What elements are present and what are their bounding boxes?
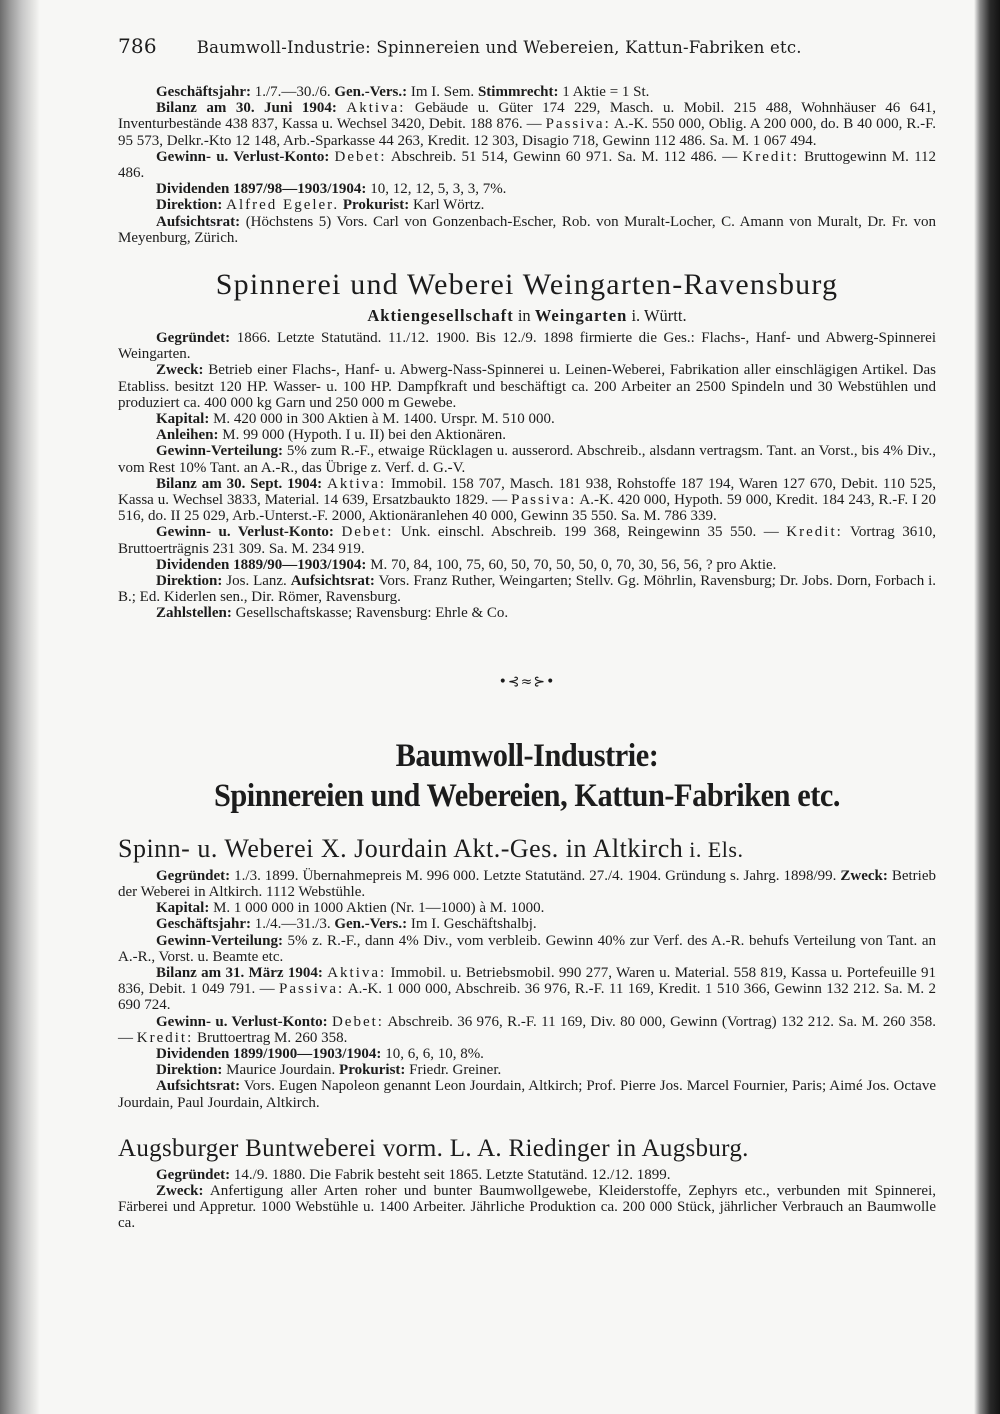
field-label: Gen.-Vers.: [334,916,408,933]
entry-paragraph: Dividenden 1897/98—1903/1904: 10, 12, 12, 5, 3, 3, 7%. [156,181,507,198]
entry-paragraph: Gegründet: 1866. Letzte Statutänd. 11./12. 1900. Bis 12./9. 1898 firmierte die Ges.: Flachs-, Hanf- und Abwerg-Spinnerei Weingarten. [118,330,936,363]
subfield-label: Passiva: [511,492,577,509]
section-heading-line-2: Spinnereien und Webereien, Kattun-Fabriken etc. [213,777,841,814]
field-label: Direktion: [156,197,223,214]
field-label: Zweck: [840,867,888,884]
entry-paragraph: Gewinn- u. Verlust-Konto: Debet: Unk. einschl. Abschreib. 199 368, Reingewinn 35 550. — Kredit: Vortrag 3610, Bruttoerträgnis 231 309. Sa. M. 234 919. [118,524,936,557]
section-heading [151,736,904,816]
subfield-label: Debet: [334,148,387,165]
company-entry-augsburg [118,1167,936,1232]
field-label: Gewinn- u. Verlust-Konto: [156,148,330,165]
subfield-label: Debet: [341,524,394,541]
company-entry-prev [118,84,936,246]
field-label: Prokurist: [339,1062,406,1079]
entry-paragraph: Gegründet: 1./3. 1899. Übernahmepreis M. 996 000. Letzte Statutänd. 27./4. 1904. Gründung s. Jahrg. 1898/99. Zweck: Betrieb der Weberei in Altkirch. 1112 Webstühle. [118,867,937,900]
entry-paragraph: Aufsichtsrat: (Höchstens 5) Vors. Carl von Gonzenbach-Escher, Rob. von Muralt-Locher, C. Amann von Muralt, Dr. Fr. von Meyenburg, Zürich. [118,213,936,246]
subfield-label: Kredit: [742,148,799,165]
field-label: Direktion: [156,1062,223,1079]
entry-paragraph: Direktion: Maurice Jourdain. Prokurist: Friedr. Greiner. [156,1062,502,1079]
running-title: Baumwoll-Industrie: Spinnereien und Webereien, Kattun-Fabriken etc. [196,38,802,57]
field-label: Direktion: [156,573,223,590]
entry-paragraph: Gewinn- u. Verlust-Konto: Debet: Abschreib. 51 514, Gewinn 60 971. Sa. M. 112 486. — Kredit: Bruttogewinn M. 112 486. [118,148,937,182]
field-label: Anleihen: [156,427,219,444]
field-label: Gewinn-Verteilung: [156,443,283,460]
field-label: Bilanz am 30. Sept. 1904: [156,475,323,492]
subfield-label: Aktiva: [327,475,387,492]
subfield-label: Kredit: [136,1029,194,1046]
entry-paragraph: Geschäftsjahr: 1./7.—30./6. Gen.-Vers.: Im I. Sem. Stimmrecht: 1 Aktie = 1 St. [156,84,650,100]
subfield-label: Kredit: [786,524,843,541]
company-legal-form: Aktiengesellschaft [367,306,514,326]
field-label: Zweck: [156,1182,204,1199]
entry-paragraph: Gewinn-Verteilung: 5% z. R.-F., dann 4% Div., vom verbleib. Gewinn 40% zur Verf. des A.-R. behufs Verteilung von Tant. an A.-R., Vorst. u. Beamte etc. [118,932,936,965]
company-title: Spinnerei und Weberei Weingarten-Ravensburg [215,268,839,302]
entry-paragraph: Direktion: Alfred Egeler. Prokurist: Karl Wörtz. [156,197,485,214]
field-label: Aufsichtsrat: [156,213,241,230]
entry-paragraph: Gewinn- u. Verlust-Konto: Debet: Abschreib. 36 976, R.-F. 11 169, Div. 80 000, Gewinn (Vortrag) 132 212. Sa. M. 260 358. — Kredit: Bruttoertrag M. 260 358. [118,1013,936,1046]
subfield-label: Passiva: [279,981,345,998]
field-label: Stimmrecht: [477,84,559,100]
field-label: Gegründet: [156,1166,231,1183]
subfield-label: Debet: [331,1013,384,1030]
field-label: Bilanz am 30. Juni 1904: [156,100,337,117]
field-label: Kapital: [156,411,210,428]
field-label: Aufsichtsrat: [290,573,375,590]
subfield-label: Aktiva: [346,100,406,117]
company-name: Spinn- u. Weberei X. Jourdain Akt.-Ges. in Altkirch [118,833,684,863]
section-ornament: •⊰≈⊱• [498,673,556,690]
entry-paragraph: Gegründet: 14./9. 1880. Die Fabrik besteht seit 1865. Letzte Statutänd. 12./12. 1899. [156,1166,671,1183]
company-title: Augsburger Buntweberei vorm. L. A. Riedinger in Augsburg. [118,1134,749,1162]
entry-paragraph: Dividenden 1899/1900—1903/1904: 10, 6, 6, 10, 8%. [156,1045,484,1062]
field-label: Dividenden 1897/98—1903/1904: [156,181,367,198]
field-label: Dividenden 1889/90—1903/1904: [156,556,367,573]
entry-paragraph: Zweck: Betrieb einer Flachs-, Hanf- u. Abwerg-Nass-Spinnerei u. Leinen-Weberei, Fabrikation aller einschlägigen Artikel. Das Etabliss. besitzt 120 HP. Wasser- u. 100 HP. Dampfkraft und beschäftigt ca. 200 Arbeiter an 2500 Spindeln und 30 Webstühlen und produziert ca. 400 000 kg Garn und 250 000 m Gewebe. [118,362,936,411]
field-label: Gewinn- u. Verlust-Konto: [156,1013,328,1030]
company-entry-weingarten [118,330,936,622]
entry-paragraph: Zahlstellen: Gesellschaftskasse; Ravensburg: Ehrle & Co. [156,605,509,622]
company-region: i. Els. [683,836,744,862]
field-label: Gegründet: [156,330,231,347]
company-subtitle [118,306,936,326]
field-label: Gewinn- u. Verlust-Konto: [156,524,334,541]
field-label: Zahlstellen: [156,605,232,622]
entry-paragraph: Aufsichtsrat: Vors. Eugen Napoleon genannt Leon Jourdain, Altkirch; Prof. Pierre Jos. Marcel Fournier, Paris; Aimé Jos. Octave Jourdain, Paul Jourdain, Altkirch. [118,1078,936,1111]
book-binding-shadow [0,0,40,1414]
section-heading-line-1: Baumwoll-Industrie: [395,737,659,774]
entry-paragraph: Bilanz am 30. Juni 1904: Aktiva: Gebäude u. Güter 174 229, Masch. u. Mobil. 215 488, Wohnhäuser 46 641, Inventurbestände 438 837, Kassa u. Wechsel 3420, Debit. 188 876. — Passiva: A.-K. 550 000, Oblig. A 200 000, do. B 40 000, R.-F. 95 573, Delkr.-Kto 12 148, Arb.-Sparkasse 44 263, Kredit. 12 303, Disagio 718, Gewinn 112 486. Sa. M. 1 067 494. [118,100,937,149]
subfield-label: Aktiva: [327,964,387,981]
subfield-label: Alfred Egeler. [226,197,340,214]
entry-paragraph: Bilanz am 30. Sept. 1904: Aktiva: Immobil. 158 707, Masch. 181 938, Rohstoffe 187 194, Waren 127 670, Debit. 110 525, Kassa u. Wechsel 3833, Material. 14 639, Ersatzbaukto 1829. — Passiva: A.-K. 420 000, Hypoth. 59 000, Kredit. 184 243, R.-F. I 20 516, do. II 25 029, Arb.-Unterst.-F. 2000, Aktionäranlehen 40 000, Gewinn 35 550. Sa. M. 786 339. [118,475,937,525]
field-label: Gen.-Vers.: [334,84,408,100]
field-label: Zweck: [156,362,204,379]
company-location: Weingarten [534,306,628,326]
entry-paragraph: Kapital: M. 420 000 in 300 Aktien à M. 1400. Urspr. M. 510 000. [156,411,555,428]
entry-paragraph: Zweck: Anfertigung aller Arten roher und bunter Baumwollgewebe, Kleiderstoffe, Zephyrs etc., verbunden mit Spinnerei, Färberei und Appretur. 1000 Webstühle u. 1400 Arbeiter. Jährliche Produktion ca. 200 000 Stück, jährlicher Verbrauch an Baumwolle ca. [118,1182,936,1232]
field-label: Prokurist: [342,197,410,214]
field-label: Gewinn-Verteilung: [156,932,283,949]
entry-paragraph: Gewinn-Verteilung: 5% zum R.-F., etwaige Rücklagen u. ausserord. Abschreib., alsdann vertragsm. Tant. an Vorst., bis 4% Div., vom Rest 10% Tant. an A.-R., das Übrige z. Verf. d. G.-V. [118,443,936,476]
entry-paragraph: Kapital: M. 1 000 000 in 1000 Aktien (Nr. 1—1000) à M. 1000. [156,900,545,917]
subtitle-connector: in [513,306,535,326]
subfield-label: Passiva: [545,116,611,133]
page-edge-shadow [974,0,1000,1414]
company-entry-jourdain [118,868,936,1111]
field-label: Aufsichtsrat: [156,1078,241,1095]
entry-paragraph: Anleihen: M. 99 000 (Hypoth. I u. II) bei den Aktionären. [156,427,506,444]
entry-paragraph: Geschäftsjahr: 1./4.—31./3. Gen.-Vers.: Im I. Geschäftshalbj. [156,916,537,933]
page-number: 786 [118,34,157,58]
entry-paragraph: Dividenden 1889/90—1903/1904: M. 70, 84, 100, 75, 60, 50, 70, 50, 50, 0, 70, 30, 56, 56, ? pro Aktie. [156,556,777,573]
entry-paragraph: Direktion: Jos. Lanz. Aufsichtsrat: Vors. Franz Ruther, Weingarten; Stellv. Gg. Möhrlin, Ravensburg; Dr. Jobs. Dorn, Forbach i. B.; Ed. Kiderlen sen., Dir. Römer, Ravensburg. [118,573,936,606]
field-label: Geschäftsjahr: [156,84,251,100]
field-label: Gegründet: [156,867,231,884]
field-label: Dividenden 1899/1900—1903/1904: [156,1045,382,1062]
entry-paragraph: Bilanz am 31. März 1904: Aktiva: Immobil. u. Betriebsmobil. 990 277, Waren u. Material. 558 819, Kassa u. Portefeuille 91 836, Debit. 1 049 791. — Passiva: A.-K. 1 000 000, Abschreib. 36 976, R.-F. 11 169, Kredit. 1 510 366, Gewinn 132 212. Sa. M. 2 690 724. [118,964,936,1014]
field-label: Bilanz am 31. März 1904: [156,964,323,981]
company-region: i. Württ. [627,306,687,326]
running-header [118,34,936,58]
company-title [118,834,936,864]
field-label: Kapital: [156,900,210,917]
document-page [118,34,936,1232]
field-label: Geschäftsjahr: [156,916,251,933]
